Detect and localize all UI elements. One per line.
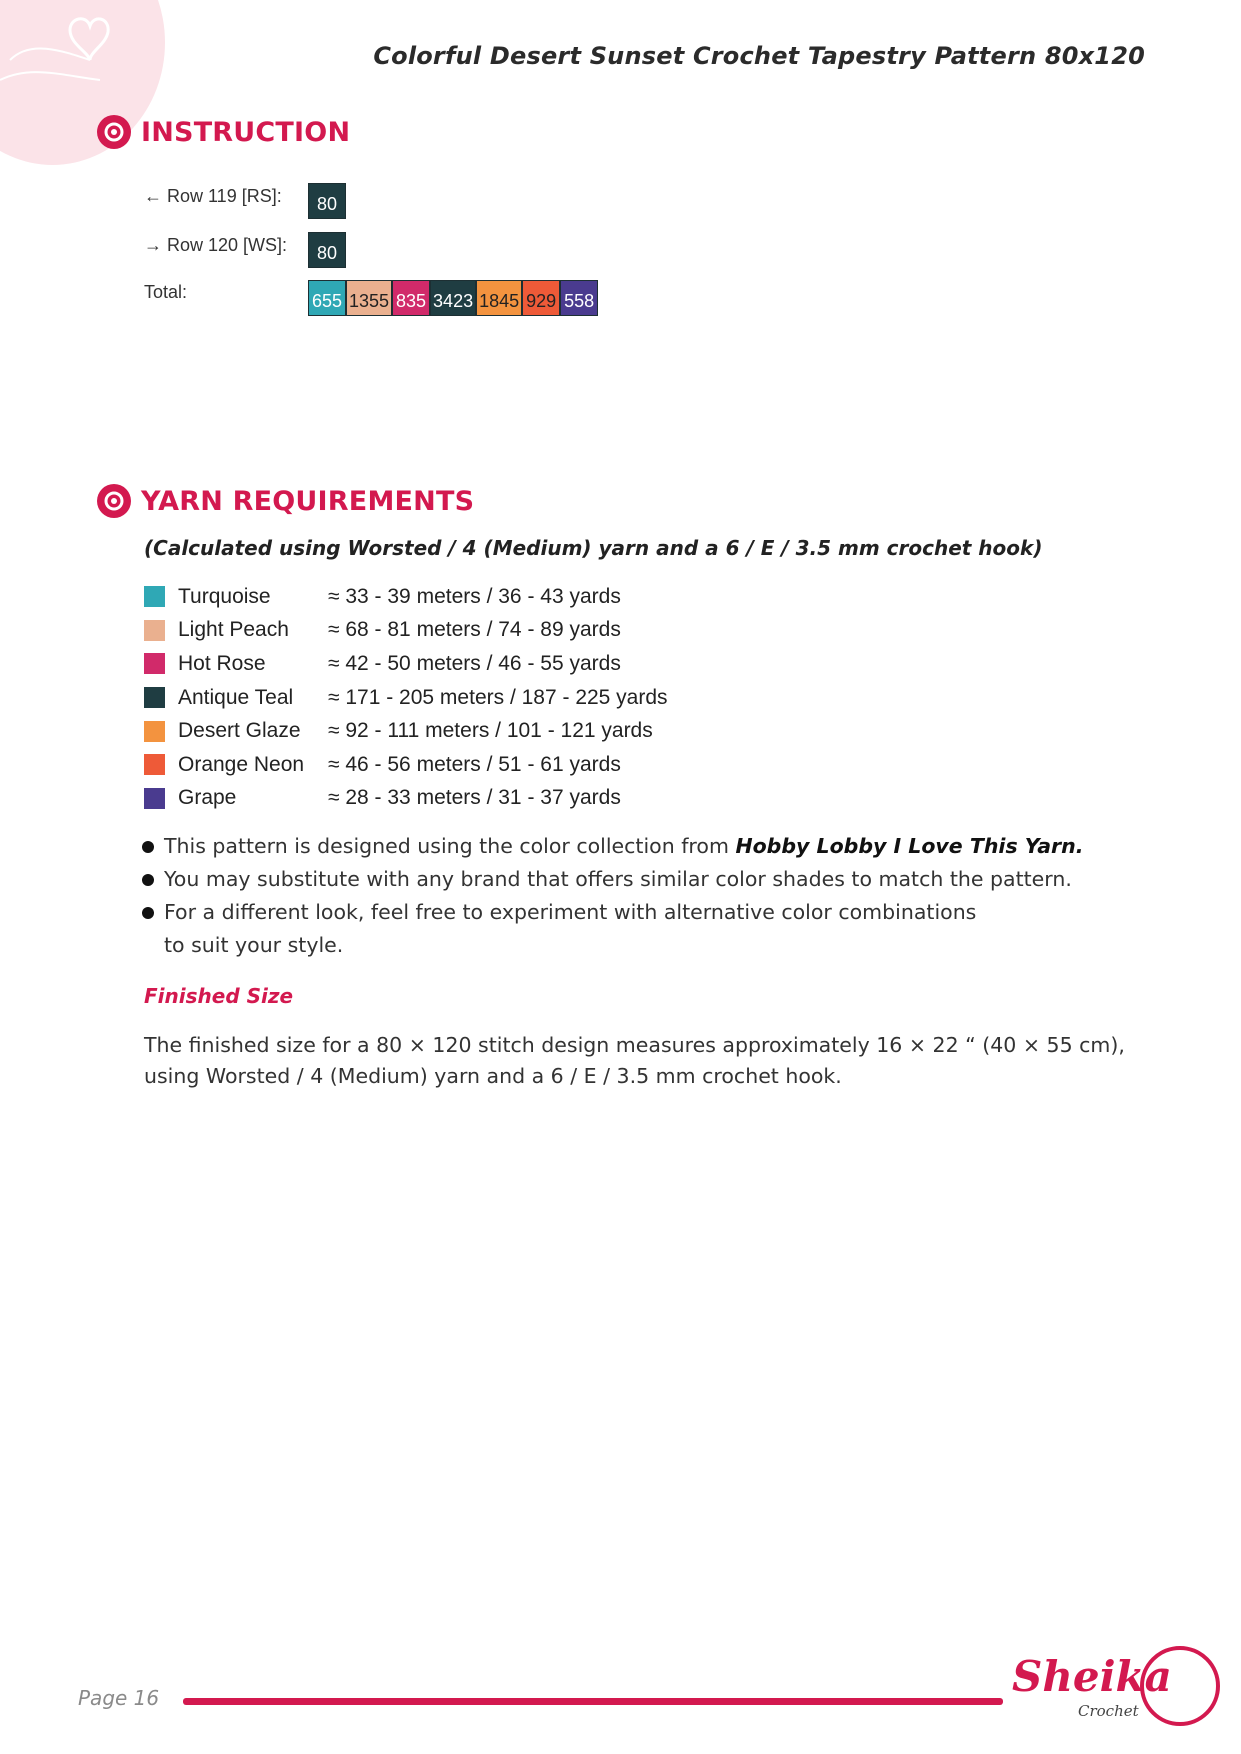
color-swatch [144, 754, 165, 775]
yarn-item [144, 614, 668, 648]
footer-divider [183, 1698, 1003, 1705]
yarn-name: Hot Rose [178, 651, 266, 675]
brand-mark-icon [97, 484, 131, 518]
yarn-brand-name: Hobby Lobby I Love This Yarn. [735, 834, 1084, 858]
bullet-icon [142, 841, 154, 853]
yarn-item [144, 647, 668, 681]
yarn-amount: ≈ 42 - 50 meters / 46 - 55 yards [328, 651, 621, 675]
total-cell-light-peach: 1355 [346, 280, 392, 316]
yarn-amount: ≈ 171 - 205 meters / 187 - 225 yards [328, 685, 668, 709]
row-120-label: → Row 120 [WS]: [144, 235, 288, 255]
brand-logo [1010, 1640, 1220, 1740]
yarn-item [144, 714, 668, 748]
yarn-amount: ≈ 28 - 33 meters / 31 - 37 yards [328, 786, 621, 810]
row-120-cells [308, 232, 346, 268]
total-cell-turquoise: 655 [308, 280, 346, 316]
yarn-name: Antique Teal [178, 685, 294, 709]
yarn-name: Grape [178, 786, 237, 810]
row-119-label: ← Row 119 [RS]: [144, 186, 282, 206]
yarn-item [144, 782, 668, 816]
yarn-item [144, 681, 668, 715]
total-cell-antique-teal: 3423 [430, 280, 476, 316]
document-title: Colorful Desert Sunset Crochet Tapestry Pattern 80x120 [373, 42, 1145, 70]
color-swatch [144, 721, 165, 742]
yarn-item [144, 580, 668, 614]
yarn-name: Turquoise [178, 584, 271, 608]
note-item [138, 896, 1138, 962]
bullet-icon [142, 874, 154, 886]
yarn-amount: ≈ 68 - 81 meters / 74 - 89 yards [328, 618, 621, 642]
yarn-name: Desert Glaze [178, 719, 301, 743]
note-item [138, 830, 1138, 863]
stitch-count-cell: 80 [308, 232, 346, 268]
total-cell-desert-glaze: 1845 [476, 280, 522, 316]
brand-mark-icon [97, 115, 131, 149]
yarn-subtitle: (Calculated using Worsted / 4 (Medium) yarn and a 6 / E / 3.5 mm crochet hook) [144, 536, 1043, 560]
yarn-name: Orange Neon [178, 752, 305, 776]
note-text-continued: to suit your style. [164, 933, 344, 957]
yarn-amount: ≈ 92 - 111 meters / 101 - 121 yards [328, 719, 653, 743]
yarn-amount: ≈ 46 - 56 meters / 51 - 61 yards [328, 752, 621, 776]
note-text: You may substitute with any brand that offers similar color shades to match the pattern. [164, 867, 1072, 891]
color-swatch [144, 586, 165, 607]
total-cell-orange-neon: 929 [522, 280, 560, 316]
yarn-list [144, 580, 668, 815]
row-119-cells [308, 183, 346, 219]
yarn-item [144, 748, 668, 782]
heart-yarn-icon [0, 0, 120, 110]
total-label: Total: [144, 282, 188, 302]
yarn-title: YARN REQUIREMENTS [141, 485, 475, 517]
brand-name: Sheika [1012, 1652, 1172, 1701]
note-item [138, 863, 1138, 896]
color-swatch [144, 687, 165, 708]
bullet-icon [142, 907, 154, 919]
note-text: For a different look, feel free to experiment with alternative color combinations [164, 900, 977, 924]
total-cell-grape: 558 [560, 280, 598, 316]
yarn-name: Light Peach [178, 618, 289, 642]
color-swatch [144, 620, 165, 641]
instruction-heading [97, 115, 350, 149]
stitch-count-cell: 80 [308, 183, 346, 219]
color-swatch [144, 788, 165, 809]
instruction-title: INSTRUCTION [141, 116, 351, 148]
yarn-heading [97, 484, 474, 518]
finished-size-text: The finished size for a 80 × 120 stitch design measures approximately 16 × 22 “ (40 × 55 cm), using Worsted / 4 (Medium) yarn and a 6 / E / 3.5 mm crochet hook. [144, 1033, 1125, 1088]
note-text: This pattern is designed using the color collection from [164, 834, 736, 858]
yarn-amount: ≈ 33 - 39 meters / 36 - 43 yards [328, 584, 621, 608]
page-number: Page 16 [78, 1686, 160, 1710]
brand-subtitle: Crochet [1078, 1702, 1139, 1720]
total-cells [308, 280, 598, 316]
finished-size-heading: Finished Size [144, 984, 294, 1008]
notes-list [138, 830, 1138, 962]
color-swatch [144, 653, 165, 674]
total-cell-hot-rose: 835 [392, 280, 430, 316]
